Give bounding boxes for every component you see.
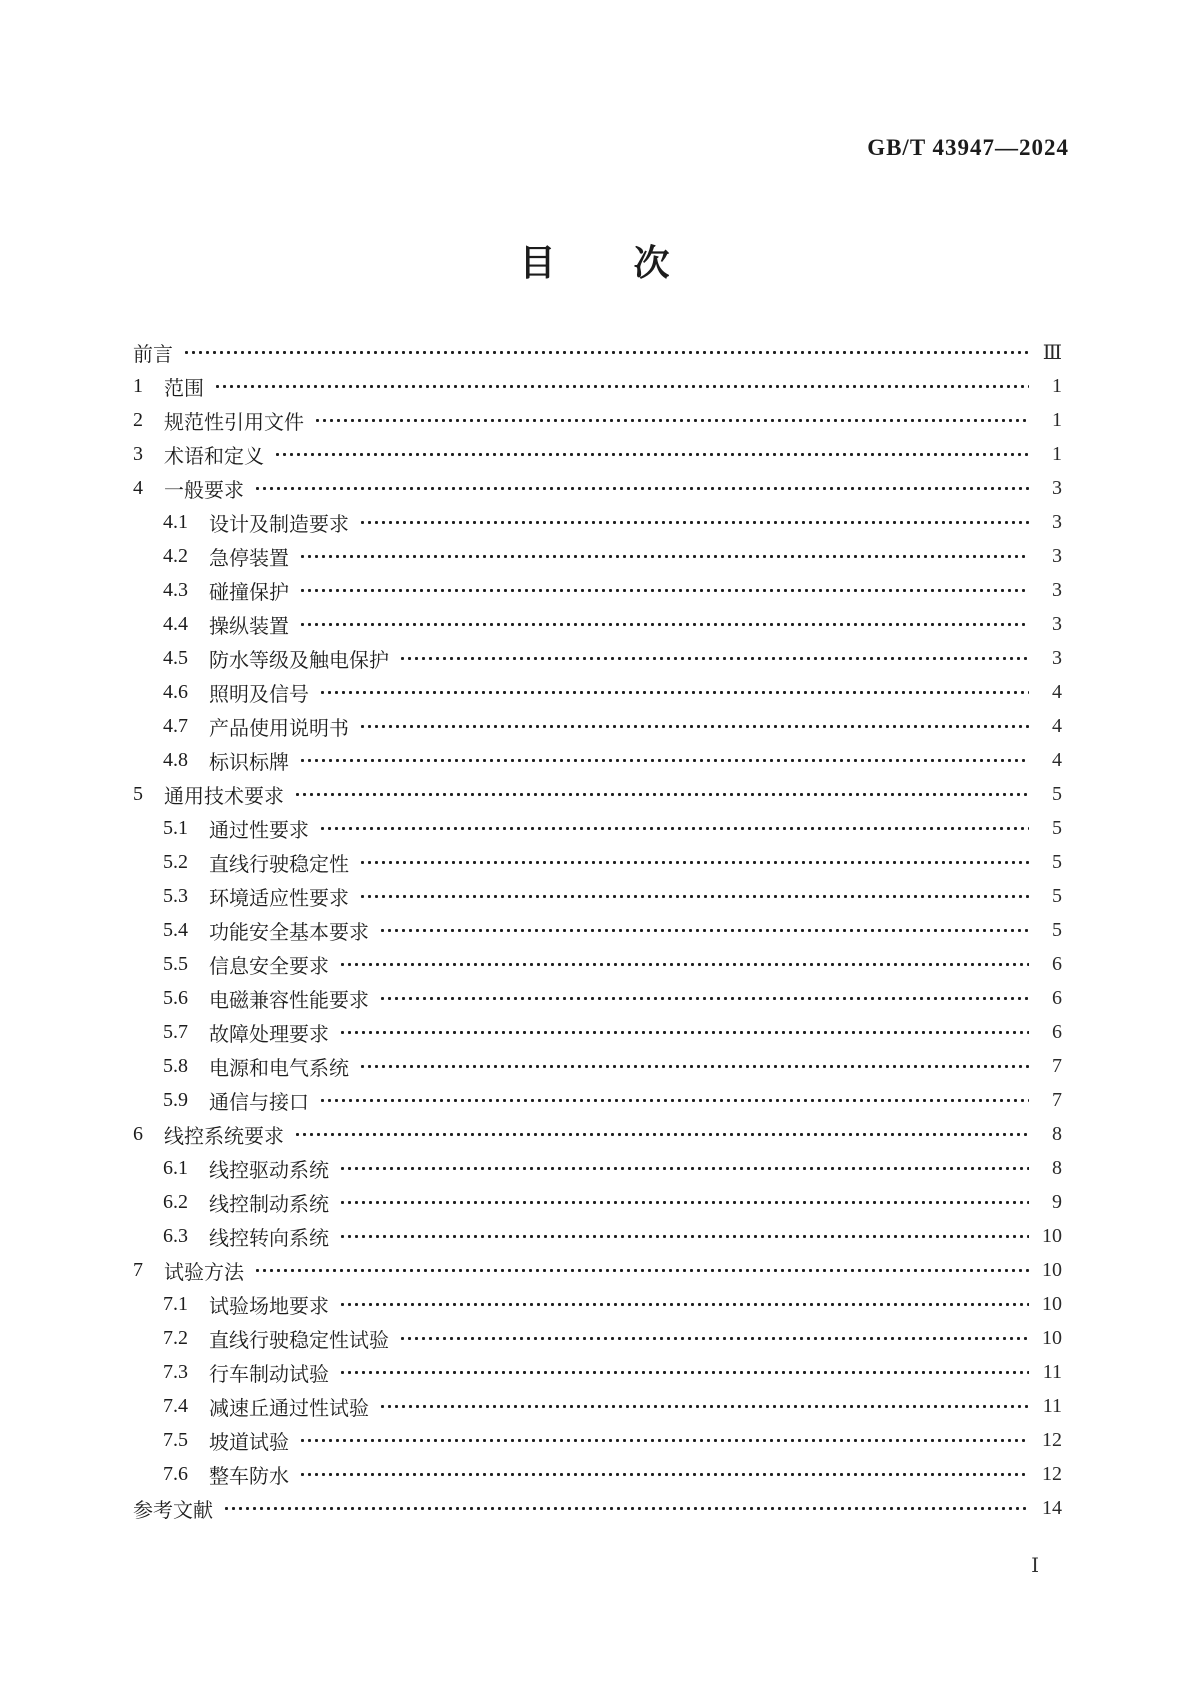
toc-entry-label: 操纵装置	[209, 615, 289, 638]
toc-entry-label: 一般要求	[164, 479, 244, 502]
toc-dot-leader	[359, 709, 1029, 743]
toc-dot-leader	[254, 471, 1029, 505]
toc-dot-leader	[339, 1185, 1029, 1219]
toc-entry-label: 标识标牌	[209, 751, 289, 774]
toc-entry-number: 5.4	[163, 918, 188, 941]
toc-dot-leader	[299, 1457, 1029, 1491]
standard-number: GB/T 43947—2024	[867, 135, 1069, 160]
toc-entry-label: 规范性引用文件	[164, 411, 304, 434]
toc-entry	[133, 1185, 1062, 1219]
toc-dot-leader	[274, 437, 1029, 471]
toc-entry-page: 11	[1042, 1394, 1062, 1417]
toc-entry-number: 6	[133, 1122, 143, 1145]
toc-entry	[133, 709, 1062, 743]
toc-entry-number: 5.8	[163, 1054, 188, 1077]
toc-entry-label: 急停装置	[209, 547, 289, 570]
toc-entry-page: 1	[1052, 442, 1062, 465]
toc-entry	[133, 811, 1062, 845]
toc-entry-number: 5.6	[163, 986, 188, 1009]
toc-entry	[133, 573, 1062, 607]
toc-dot-leader	[314, 403, 1029, 437]
toc-entry	[133, 1355, 1062, 1389]
toc-dot-leader	[299, 539, 1029, 573]
toc-entry-page: 7	[1052, 1054, 1062, 1077]
toc-entry-label: 线控系统要求	[164, 1125, 284, 1148]
toc-dot-leader	[183, 335, 1029, 369]
toc-entry-number: 5.5	[163, 952, 188, 975]
toc-entry-page: 6	[1052, 952, 1062, 975]
toc-entry-page: 11	[1042, 1360, 1062, 1383]
toc-entry-label: 故障处理要求	[209, 1023, 329, 1046]
toc-entry-number: 7.3	[163, 1360, 188, 1383]
toc-entry-page: 3	[1052, 544, 1062, 567]
toc-entry-label: 通用技术要求	[164, 785, 284, 808]
toc-dot-leader	[359, 879, 1029, 913]
toc-entry-page: 10	[1042, 1258, 1062, 1281]
toc-dot-leader	[294, 777, 1029, 811]
toc-entry-page: 7	[1052, 1088, 1062, 1111]
toc-entry-label: 线控驱动系统	[209, 1159, 329, 1182]
toc-entry	[133, 1117, 1062, 1151]
toc-dot-leader	[254, 1253, 1029, 1287]
toc-entry-page: 5	[1052, 850, 1062, 873]
toc-entry-number: 6.3	[163, 1224, 188, 1247]
toc-entry-number: 5.1	[163, 816, 188, 839]
toc-entry	[133, 403, 1062, 437]
toc-dot-leader	[359, 505, 1029, 539]
toc-dot-leader	[214, 369, 1029, 403]
toc-entry-number: 5.7	[163, 1020, 188, 1043]
toc-entry-page: 3	[1052, 612, 1062, 635]
toc-entry-label: 坡道试验	[209, 1431, 289, 1454]
toc-entry-label: 术语和定义	[164, 445, 264, 468]
toc-entry	[133, 1321, 1062, 1355]
toc-entry-number: 4.8	[163, 748, 188, 771]
toc-entry-number: 5.3	[163, 884, 188, 907]
toc-entry	[133, 505, 1062, 539]
toc-entry-label: 设计及制造要求	[209, 513, 349, 536]
toc-entry	[133, 1491, 1062, 1525]
toc-dot-leader	[294, 1117, 1029, 1151]
toc-dot-leader	[339, 1151, 1029, 1185]
toc-entry-page: 14	[1042, 1496, 1062, 1519]
toc-dot-leader	[359, 845, 1029, 879]
toc-entry-page: 12	[1042, 1428, 1062, 1451]
toc-entry-page: 5	[1052, 884, 1062, 907]
toc-entry-page: 10	[1042, 1224, 1062, 1247]
toc-entry-page: Ⅲ	[1042, 341, 1062, 364]
toc-entry-number: 7.5	[163, 1428, 188, 1451]
toc-dot-leader	[319, 1083, 1029, 1117]
toc-dot-leader	[319, 675, 1029, 709]
toc-entry-label: 线控制动系统	[209, 1193, 329, 1216]
toc-dot-leader	[399, 641, 1029, 675]
toc-entry	[133, 777, 1062, 811]
toc-entry-label: 通信与接口	[209, 1091, 309, 1114]
toc-entry-label: 防水等级及触电保护	[209, 649, 389, 672]
toc-entry-page: 1	[1052, 408, 1062, 431]
toc-entry-number: 4.7	[163, 714, 188, 737]
toc-entry	[133, 335, 1062, 369]
toc-entry	[133, 845, 1062, 879]
toc-entry	[133, 981, 1062, 1015]
toc-dot-leader	[299, 573, 1029, 607]
toc-entry	[133, 879, 1062, 913]
toc-dot-leader	[319, 811, 1029, 845]
toc-entry-page: 9	[1052, 1190, 1062, 1213]
toc-entry-label: 产品使用说明书	[209, 717, 349, 740]
toc-entry-page: 3	[1052, 578, 1062, 601]
toc-entry-number: 7.1	[163, 1292, 188, 1315]
toc-entry	[133, 743, 1062, 777]
toc-dot-leader	[299, 607, 1029, 641]
toc-dot-leader	[339, 947, 1029, 981]
toc-entry-number: 4	[133, 476, 143, 499]
toc-dot-leader	[379, 913, 1029, 947]
toc-entry-page: 10	[1042, 1292, 1062, 1315]
toc-entry-number: 4.5	[163, 646, 188, 669]
toc-entry	[133, 369, 1062, 403]
toc-dot-leader	[223, 1491, 1029, 1525]
toc-entry	[133, 539, 1062, 573]
toc-entry-page: 8	[1052, 1156, 1062, 1179]
toc-entry	[133, 913, 1062, 947]
toc-entry-page: 10	[1042, 1326, 1062, 1349]
toc-entry-page: 1	[1052, 374, 1062, 397]
toc-entry	[133, 641, 1062, 675]
toc-dot-leader	[379, 981, 1029, 1015]
toc-entry-number: 5.2	[163, 850, 188, 873]
toc-entry-label: 电磁兼容性能要求	[209, 989, 369, 1012]
toc-dot-leader	[299, 1423, 1029, 1457]
toc-dot-leader	[339, 1355, 1029, 1389]
toc-dot-leader	[339, 1015, 1029, 1049]
toc-entry-label: 直线行驶稳定性试验	[209, 1329, 389, 1352]
toc-entry-label: 电源和电气系统	[209, 1057, 349, 1080]
toc-entry-page: 8	[1052, 1122, 1062, 1145]
toc-entry-number: 5.9	[163, 1088, 188, 1111]
toc-entry-number: 7.6	[163, 1462, 188, 1485]
toc-entry	[133, 1219, 1062, 1253]
toc-entry-page: 5	[1052, 816, 1062, 839]
toc-entry	[133, 1049, 1062, 1083]
toc-entry-number: 4.6	[163, 680, 188, 703]
toc-entry-number: 7.2	[163, 1326, 188, 1349]
toc-dot-leader	[339, 1219, 1029, 1253]
toc-entry-label: 信息安全要求	[209, 955, 329, 978]
toc-entry	[133, 1083, 1062, 1117]
toc-dot-leader	[339, 1287, 1029, 1321]
toc-entry	[133, 1151, 1062, 1185]
toc-dot-leader	[299, 743, 1029, 777]
toc-entry-label: 环境适应性要求	[209, 887, 349, 910]
toc-entry-label: 行车制动试验	[209, 1363, 329, 1386]
toc-entry-page: 6	[1052, 1020, 1062, 1043]
toc-dot-leader	[379, 1389, 1029, 1423]
toc-entry-page: 4	[1052, 680, 1062, 703]
toc-entry	[133, 1015, 1062, 1049]
toc-entry-number: 1	[133, 374, 143, 397]
toc-entry-label: 试验方法	[164, 1261, 244, 1284]
toc-entry-label: 直线行驶稳定性	[209, 853, 349, 876]
toc-entry-number: 4.3	[163, 578, 188, 601]
toc-entry-label: 功能安全基本要求	[209, 921, 369, 944]
toc-entry-label: 照明及信号	[209, 683, 309, 706]
toc-entry-label: 减速丘通过性试验	[209, 1397, 369, 1420]
toc-entry	[133, 675, 1062, 709]
toc-entry	[133, 1287, 1062, 1321]
toc-dot-leader	[359, 1049, 1029, 1083]
toc-entry-page: 12	[1042, 1462, 1062, 1485]
page-title: 目 次	[519, 243, 672, 283]
toc-entry	[133, 1253, 1062, 1287]
toc-entry-label: 试验场地要求	[209, 1295, 329, 1318]
toc-entry-label: 碰撞保护	[209, 581, 289, 604]
toc-entry-number: 6.2	[163, 1190, 188, 1213]
toc-entry-page: 5	[1052, 782, 1062, 805]
toc-entry-number: 4.1	[163, 510, 188, 533]
toc-entry-page: 3	[1052, 510, 1062, 533]
toc-entry-page: 4	[1052, 714, 1062, 737]
toc-entry	[133, 471, 1062, 505]
toc-entry-number: 7.4	[163, 1394, 188, 1417]
toc-entry-number: 7	[133, 1258, 143, 1281]
toc-entry-label: 前言	[133, 343, 173, 366]
toc-entry-label: 整车防水	[209, 1465, 289, 1488]
toc-entry-number: 2	[133, 408, 143, 431]
toc-entry-label: 范围	[164, 377, 204, 400]
toc-entry	[133, 607, 1062, 641]
toc-entry-number: 6.1	[163, 1156, 188, 1179]
toc-entry-label: 通过性要求	[209, 819, 309, 842]
toc-entry	[133, 437, 1062, 471]
toc-entry-page: 3	[1052, 476, 1062, 499]
footer-page-number: Ⅰ	[1031, 1555, 1039, 1577]
toc-entry-page: 5	[1052, 918, 1062, 941]
toc-entry-page: 4	[1052, 748, 1062, 771]
toc-entry-page: 3	[1052, 646, 1062, 669]
toc-entry-page: 6	[1052, 986, 1062, 1009]
toc-entry	[133, 1423, 1062, 1457]
toc-entry-number: 3	[133, 442, 143, 465]
toc-entry-number: 4.2	[163, 544, 188, 567]
toc-entry-number: 5	[133, 782, 143, 805]
toc-entry	[133, 1457, 1062, 1491]
toc-entry	[133, 947, 1062, 981]
toc-entry-number: 4.4	[163, 612, 188, 635]
toc-entry	[133, 1389, 1062, 1423]
toc-entry-label: 线控转向系统	[209, 1227, 329, 1250]
toc-dot-leader	[399, 1321, 1029, 1355]
toc-entry-label: 参考文献	[133, 1499, 213, 1522]
toc-list	[133, 335, 1062, 1525]
